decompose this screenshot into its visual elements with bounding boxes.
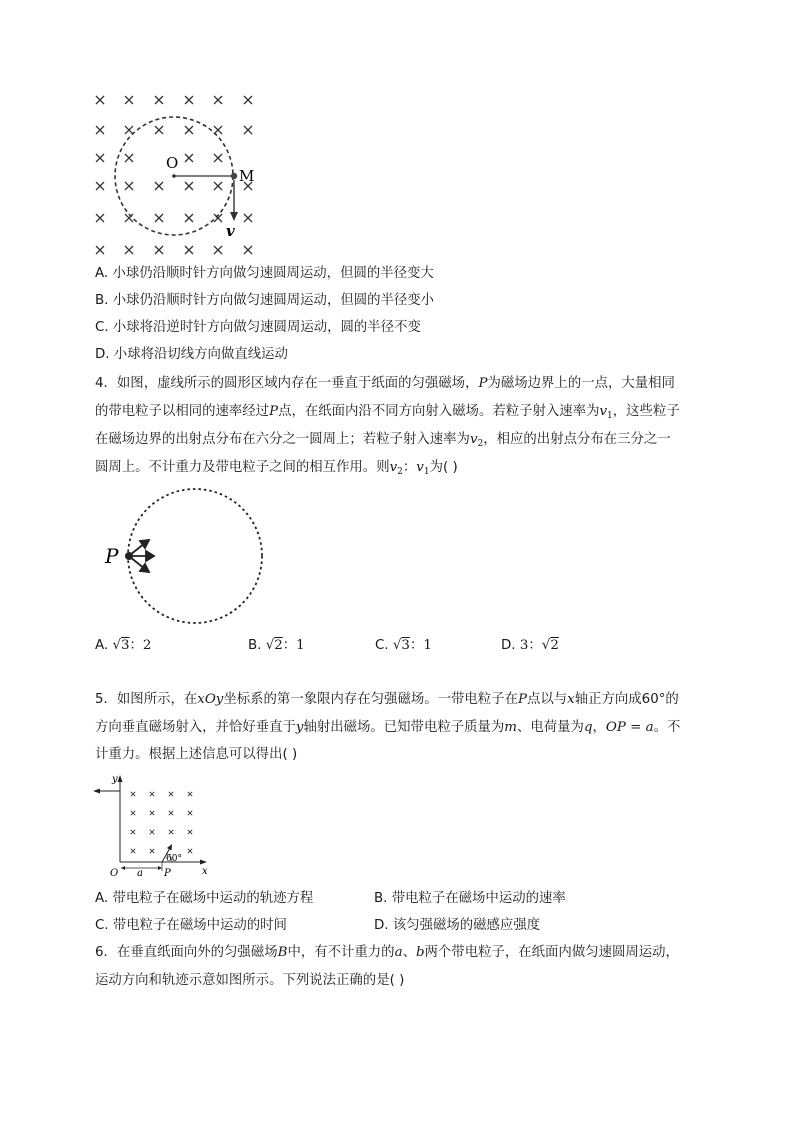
field-cross — [244, 96, 252, 104]
q6-line-2: 运动方向和轨迹示意如图所示。下列说法正确的是( ) — [95, 973, 405, 988]
field-cross — [244, 214, 252, 222]
field-cross — [150, 811, 154, 815]
field-cross — [214, 154, 222, 162]
field-cross — [131, 849, 135, 853]
q4-line-1: 4．如图，虚线所示的圆形区域内存在一垂直于纸面的匀强磁场，P为磁场边界上的一点，大量相同 — [95, 376, 675, 391]
field-cross — [188, 849, 192, 853]
dimension-arrow-right — [158, 866, 162, 870]
center-point — [172, 174, 176, 178]
ball-m — [231, 173, 237, 179]
magnetic-field-circle-figure — [88, 88, 268, 260]
q5-option-b: B. 带电粒子在磁场中运动的速率 — [374, 891, 566, 906]
field-cross — [188, 811, 192, 815]
field-cross — [96, 126, 104, 134]
field-cross — [188, 792, 192, 796]
field-cross — [214, 96, 222, 104]
field-crosses-5 — [131, 792, 192, 853]
exit-arrowhead — [93, 789, 100, 794]
dimension-arrow-left — [121, 866, 125, 870]
label-o: O — [166, 154, 179, 172]
x-axis-arrowhead — [200, 860, 207, 865]
field-cross — [125, 246, 133, 254]
field-cross — [155, 96, 163, 104]
field-cross — [155, 182, 163, 190]
field-cross — [185, 96, 193, 104]
field-cross — [185, 182, 193, 190]
field-cross — [244, 126, 252, 134]
field-cross — [131, 830, 135, 834]
field-cross — [131, 792, 135, 796]
q6-line-1: 6．在垂直纸面向外的匀强磁场B中，有不计重力的a、b两个带电粒子，在纸面内做匀速圆周运动， — [95, 945, 679, 960]
field-cross — [244, 246, 252, 254]
label-p: P — [105, 544, 119, 568]
field-cross — [169, 830, 173, 834]
q4-line-4: 圆周上。不计重力及带电粒子之间的相互作用。则$v_2$：$v_1$为( ) — [95, 460, 458, 477]
field-cross — [185, 246, 193, 254]
q5-line-2: 方向垂直磁场射入，并恰好垂直于y轴射出磁场。已知带电粒子质量为m、电荷量为q，OP = a。不 — [95, 720, 681, 735]
q5-line-1: 5．如图所示，在xOy坐标系的第一象限内存在匀强磁场。一带电粒子在P点以与x轴正方向成60°的 — [95, 692, 679, 707]
field-cross — [185, 126, 193, 134]
label-p: P — [164, 868, 171, 879]
field-cross — [125, 182, 133, 190]
label-m: M — [239, 167, 255, 185]
field-cross — [185, 154, 193, 162]
field-cross — [125, 126, 133, 134]
q5-option-d: D. 该匀强磁场的磁感应强度 — [374, 918, 541, 933]
field-cross — [96, 214, 104, 222]
field-cross — [169, 811, 173, 815]
q3-option-d: D. 小球将沿切线方向做直线运动 — [95, 347, 288, 362]
label-angle: 60° — [166, 854, 182, 864]
field-cross — [96, 154, 104, 162]
q4-option-d: D. 3：√2 — [501, 638, 559, 653]
field-cross — [125, 96, 133, 104]
q3-option-c: C. 小球将沿逆时针方向做匀速圆周运动，圆的半径不变 — [95, 320, 421, 335]
q5-option-c: C. 带电粒子在磁场中运动的时间 — [95, 918, 287, 933]
field-cross — [169, 792, 173, 796]
field-cross — [150, 792, 154, 796]
y-axis-arrowhead — [118, 775, 123, 782]
q4-option-a: A. √3：2 — [95, 638, 152, 653]
label-y: y — [112, 774, 118, 785]
field-cross — [155, 126, 163, 134]
field-cross — [214, 182, 222, 190]
field-cross — [185, 214, 193, 222]
particle-arrows — [130, 540, 154, 572]
q4-line-3: 在磁场边界的出射点分布在六分之一圆周上；若粒子射入速率为$v_2$，相应的出射点分布在三分之一 — [95, 432, 671, 449]
label-x: x — [202, 866, 208, 877]
field-cross — [150, 830, 154, 834]
field-cross — [155, 246, 163, 254]
q5-line-3: 计重力。根据上述信息可以得出( ) — [95, 747, 298, 762]
circular-field-figure — [100, 486, 270, 626]
field-cross — [96, 182, 104, 190]
label-o: O — [110, 868, 119, 879]
q3-option-a: A. 小球仍沿顺时针方向做匀速圆周运动，但圆的半径变大 — [95, 266, 434, 281]
field-cross — [96, 96, 104, 104]
field-cross — [155, 214, 163, 222]
velocity-arrowhead — [230, 212, 238, 221]
q3-option-b: B. 小球仍沿顺时针方向做匀速圆周运动，但圆的半径变小 — [95, 293, 435, 308]
label-v: v — [226, 222, 235, 240]
field-cross — [96, 246, 104, 254]
label-a: a — [137, 868, 143, 879]
q5-option-a: A. 带电粒子在磁场中运动的轨迹方程 — [95, 891, 314, 906]
field-cross — [214, 246, 222, 254]
q4-option-b: B. √2：1 — [248, 638, 305, 653]
q4-line-2: 的带电粒子以相同的速率经过P点，在纸面内沿不同方向射入磁场。若粒子射入速率为$v_1$，这些粒子 — [95, 404, 680, 421]
field-cross — [131, 811, 135, 815]
field-cross — [150, 849, 154, 853]
q4-option-c: C. √3：1 — [375, 638, 432, 653]
field-cross — [188, 830, 192, 834]
coordinate-field-figure — [90, 770, 220, 880]
field-cross — [125, 154, 133, 162]
